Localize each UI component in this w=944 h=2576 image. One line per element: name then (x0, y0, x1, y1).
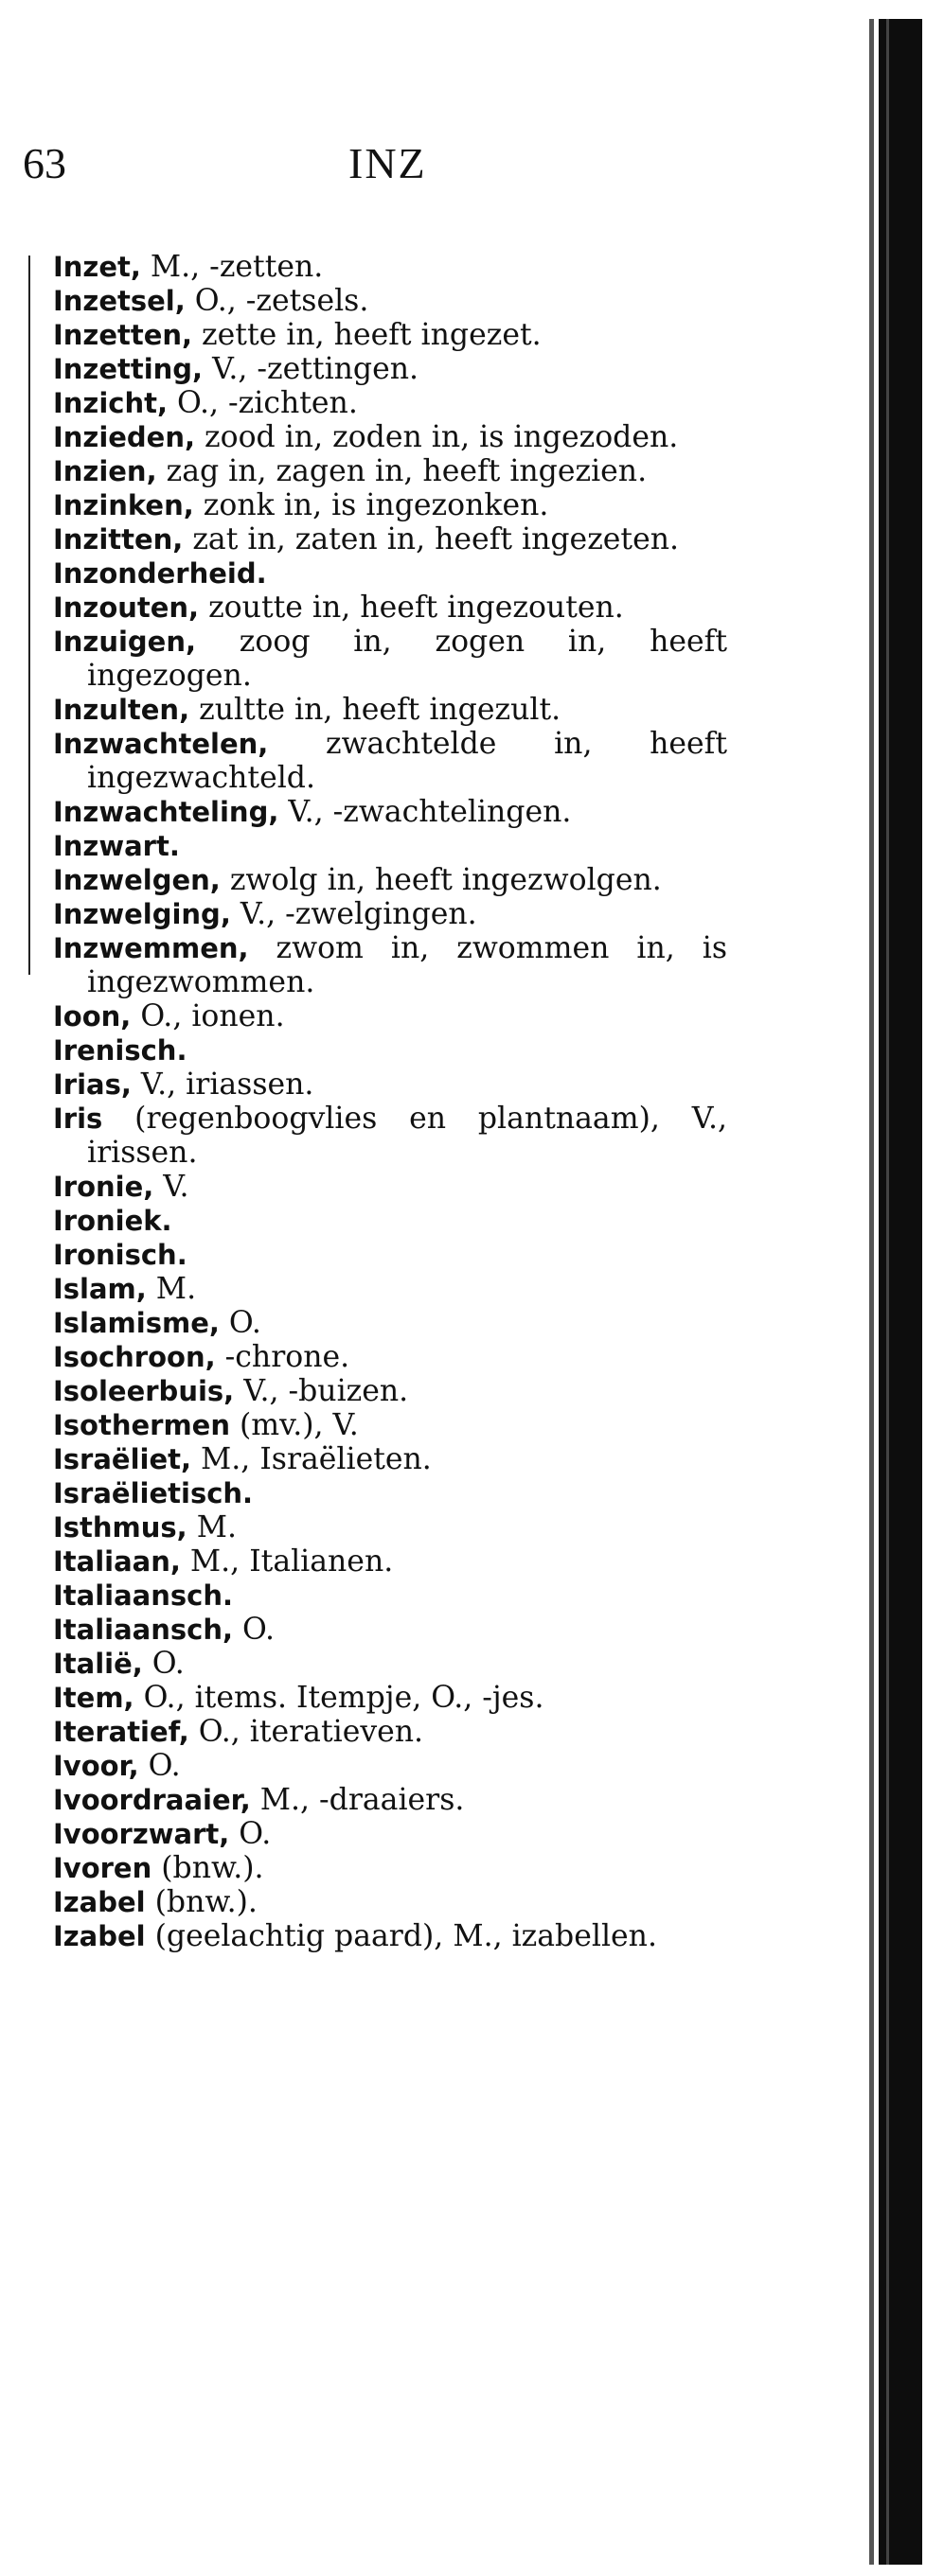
entry-headword: Irias, (53, 1068, 132, 1101)
entry-headword: Italiaansch. (53, 1579, 234, 1612)
dictionary-entry (53, 693, 727, 727)
entry-definition: zonk in, is ingezonken. (193, 488, 549, 522)
dictionary-entry (53, 1885, 727, 1919)
entry-headword: Islam, (53, 1273, 147, 1305)
dictionary-entry (53, 420, 727, 454)
dictionary-entry (53, 1544, 727, 1579)
entry-headword: Isothermen (53, 1409, 230, 1441)
entry-headword: Ironie, (53, 1171, 154, 1203)
entry-definition: V., -buizen. (234, 1374, 409, 1408)
dictionary-entry (53, 931, 727, 999)
entry-headword: Islamisme, (53, 1307, 220, 1339)
entry-definition: zag in, zagen in, heeft ingezien. (156, 454, 648, 488)
dictionary-entry (53, 1306, 727, 1340)
entry-definition: V., -zwachtelingen. (278, 795, 572, 829)
entry-definition: V., -zettingen. (203, 352, 419, 386)
entry-headword: Inzwelging, (53, 898, 231, 930)
entry-headword: Ivoor, (53, 1750, 139, 1782)
entry-headword: Isochroon, (53, 1341, 216, 1373)
entry-headword: Ironisch. (53, 1239, 187, 1271)
entry-definition: V., -zwelgingen. (230, 897, 477, 931)
dictionary-entry (53, 1510, 727, 1544)
entry-headword: Inzuigen, (53, 626, 196, 658)
entry-definition: M., -zetten. (140, 250, 324, 284)
entry-definition: O. (138, 1749, 181, 1783)
dictionary-entry (53, 250, 727, 284)
binding-edge (879, 19, 922, 2565)
entry-headword: Ivoren (53, 1852, 152, 1884)
dictionary-entry (53, 1783, 727, 1817)
entry-definition: O., -zetsels. (185, 284, 369, 318)
entry-definition: zette in, heeft ingezet. (192, 318, 542, 352)
entry-headword: Ivoordraaier, (53, 1784, 251, 1816)
entry-headword: Inzien, (53, 455, 157, 487)
entry-definition: -chrone. (215, 1340, 350, 1374)
dictionary-entry (53, 1715, 727, 1749)
dictionary-entry (53, 556, 727, 591)
dictionary-entry (53, 1374, 727, 1408)
dictionary-entry (53, 1272, 727, 1306)
entry-definition: O., -zichten. (167, 386, 358, 420)
dictionary-entry (53, 829, 727, 863)
entry-headword: Inzetten, (53, 319, 193, 351)
entry-definition: zoog in, zogen in, heeft ingezogen. (87, 625, 727, 693)
dictionary-entry (53, 1408, 727, 1442)
dictionary-entry (53, 1067, 727, 1102)
entry-headword: Inzinken, (53, 489, 194, 521)
entry-definition: (regenboogvlies en plantnaam), V., irissen. (87, 1102, 727, 1170)
entry-headword: Inzwachtelen, (53, 728, 269, 760)
entry-headword: Inzicht, (53, 387, 168, 419)
entry-definition: O. (233, 1613, 276, 1647)
entry-definition: zwom in, zwommen in, is ingezwommen. (87, 931, 727, 999)
entry-headword: Inzwemmen, (53, 932, 249, 964)
dictionary-entry (53, 1749, 727, 1783)
dictionary-entry (53, 522, 727, 556)
entry-definition: V. (153, 1170, 189, 1204)
entry-definition: zat in, zaten in, heeft ingezeten. (183, 522, 680, 556)
entry-headword: Ivoorzwart, (53, 1818, 230, 1850)
entry-definition: zood in, zoden in, is ingezoden. (195, 420, 679, 454)
dictionary-entry (53, 1340, 727, 1374)
entry-headword: Inzieden, (53, 421, 196, 453)
dictionary-entry (53, 1579, 727, 1613)
entry-headword: Iteratief, (53, 1716, 189, 1748)
entry-headword: Inzonderheid. (53, 557, 267, 590)
entry-headword: Italië, (53, 1648, 143, 1680)
entry-definition: O. (142, 1647, 185, 1681)
entry-definition: (geelachtig paard), M., izabellen. (145, 1919, 657, 1953)
page-number: 63 (23, 139, 66, 187)
dictionary-entries (53, 250, 727, 1953)
entry-headword: Inzulten, (53, 694, 190, 726)
dictionary-entry (53, 1238, 727, 1272)
dictionary-entry (53, 1851, 727, 1885)
dictionary-entry (53, 1170, 727, 1204)
entry-headword: Izabel (53, 1886, 146, 1918)
entry-definition: (bnw.). (151, 1851, 264, 1885)
entry-definition: O. (229, 1817, 272, 1851)
dictionary-entry (53, 352, 727, 386)
entry-definition: zoutte in, heeft ingezouten. (199, 591, 624, 625)
dictionary-entry (53, 999, 727, 1033)
dictionary-entry (53, 1647, 727, 1681)
dictionary-entry (53, 1033, 727, 1067)
dictionary-entry (53, 1817, 727, 1851)
entry-definition: M., Israëlieten. (191, 1442, 432, 1476)
entry-definition: M. (146, 1272, 197, 1306)
entry-definition: (mv.), V. (230, 1408, 359, 1442)
entry-definition: O., ionen. (131, 999, 285, 1033)
entry-headword: Iris (53, 1103, 103, 1135)
dictionary-entry (53, 591, 727, 625)
entry-headword: Isthmus, (53, 1511, 187, 1544)
dictionary-entry (53, 795, 727, 829)
entry-definition: M., Italianen. (180, 1544, 394, 1579)
entry-headword: Israëliet, (53, 1443, 192, 1475)
dictionary-entry (53, 1681, 727, 1715)
dictionary-entry (53, 1102, 727, 1170)
entry-definition: (bnw.). (145, 1885, 258, 1919)
running-head: INZ (348, 139, 427, 187)
entry-headword: Izabel (53, 1920, 146, 1952)
dictionary-entry (53, 863, 727, 897)
dictionary-entry (53, 454, 727, 488)
entry-definition: V., iriassen. (131, 1067, 314, 1102)
dictionary-entry (53, 1442, 727, 1476)
dictionary-entry (53, 1476, 727, 1510)
entry-headword: Israëlietisch. (53, 1477, 254, 1509)
entry-headword: Inzetsel, (53, 285, 186, 317)
entry-headword: Inzouten, (53, 591, 200, 624)
dictionary-entry (53, 1204, 727, 1238)
entry-definition: M. (187, 1510, 237, 1544)
entry-headword: Inzetting, (53, 353, 204, 385)
entry-definition: O., items. Itempje, O., -jes. (134, 1681, 544, 1715)
dictionary-entry (53, 1613, 727, 1647)
dictionary-entry (53, 284, 727, 318)
entry-definition: zwolg in, heeft ingezwolgen. (220, 863, 662, 897)
entry-headword: Ioon, (53, 1000, 132, 1032)
margin-rule (28, 256, 30, 975)
entry-headword: Inzwart. (53, 830, 180, 862)
dictionary-entry (53, 727, 727, 795)
entry-headword: Item, (53, 1682, 134, 1714)
entry-headword: Inzwachteling, (53, 796, 279, 828)
entry-headword: Inzitten, (53, 523, 184, 556)
dictionary-entry (53, 1919, 727, 1953)
entry-definition: O. (219, 1306, 261, 1340)
entry-headword: Irenisch. (53, 1034, 187, 1067)
dictionary-entry (53, 897, 727, 931)
entry-headword: Italiaan, (53, 1545, 181, 1578)
entry-headword: Ironiek. (53, 1205, 172, 1237)
entry-definition: zultte in, heeft ingezult. (189, 693, 561, 727)
dictionary-entry (53, 318, 727, 352)
entry-definition: zwachtelde in, heeft ingezwachteld. (87, 727, 727, 795)
entry-headword: Inzet, (53, 251, 141, 283)
dictionary-entry (53, 625, 727, 693)
entry-headword: Inzwelgen, (53, 864, 221, 896)
entry-headword: Isoleerbuis, (53, 1375, 235, 1407)
entry-definition: M., -draaiers. (250, 1783, 465, 1817)
dictionary-entry (53, 386, 727, 420)
entry-definition: O., iteratieven. (188, 1715, 424, 1749)
dictionary-entry (53, 488, 727, 522)
entry-headword: Italiaansch, (53, 1614, 234, 1646)
